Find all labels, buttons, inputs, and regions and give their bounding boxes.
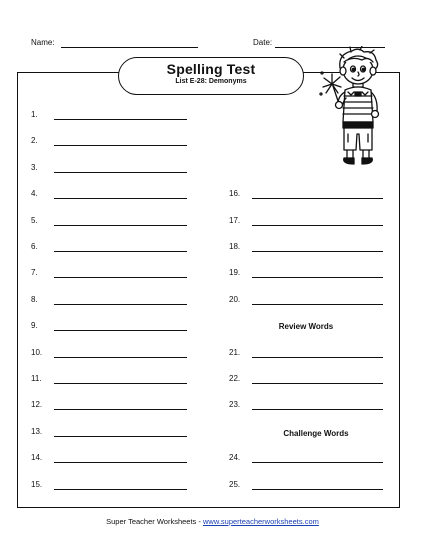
item-number: 9. [31, 321, 38, 331]
answer-line[interactable] [252, 409, 383, 410]
item-number: 24. [229, 453, 241, 463]
page-subtitle: List E-28: Demonyms [175, 78, 247, 85]
item-number: 13. [31, 426, 43, 436]
title-box [118, 57, 304, 95]
answer-line[interactable] [54, 409, 187, 410]
answer-line[interactable] [54, 225, 187, 226]
answer-line[interactable] [54, 277, 187, 278]
answer-line[interactable] [54, 462, 187, 463]
item-number: 23. [229, 400, 241, 410]
item-number: 22. [229, 374, 241, 383]
item-number: 2. [31, 136, 38, 146]
item-number: 7. [31, 268, 38, 278]
item-number: 6. [31, 242, 38, 251]
answer-line[interactable] [252, 383, 383, 384]
answer-line[interactable] [252, 462, 383, 463]
answer-line[interactable] [54, 489, 187, 490]
answer-line[interactable] [252, 277, 383, 278]
answer-line[interactable] [54, 198, 187, 199]
item-number: 8. [31, 294, 38, 304]
item-number: 25. [229, 479, 241, 489]
footer-text: Super Teacher Worksheets - [106, 517, 203, 526]
answer-line[interactable] [252, 198, 383, 199]
item-number: 11. [31, 374, 42, 383]
footer [0, 517, 425, 526]
item-number: 12. [31, 400, 43, 410]
answer-line[interactable] [252, 489, 383, 490]
item-number: 21. [229, 347, 241, 357]
answer-line[interactable] [252, 251, 383, 252]
item-number: 18. [229, 242, 241, 251]
answer-line[interactable] [252, 304, 383, 305]
item-number: 16. [229, 189, 241, 199]
answer-line[interactable] [252, 357, 383, 358]
answer-line[interactable] [54, 357, 187, 358]
item-number: 4. [31, 189, 38, 199]
answer-line[interactable] [252, 225, 383, 226]
item-number: 19. [229, 268, 241, 278]
answer-line[interactable] [54, 304, 187, 305]
item-number: 3. [31, 162, 38, 172]
answer-line[interactable] [54, 172, 187, 173]
item-number: 17. [229, 215, 241, 225]
date-label: Date: [253, 38, 273, 47]
answer-line[interactable] [54, 383, 187, 384]
item-number: 15. [31, 479, 43, 489]
frame-top-left [17, 72, 119, 73]
answer-line[interactable] [54, 251, 187, 252]
challenge-words-title: Challenge Words [283, 429, 349, 438]
boy-with-sparkler-icon [318, 46, 398, 172]
review-words-title: Review Words [278, 322, 334, 331]
item-number: 20. [229, 294, 241, 304]
answer-line[interactable] [54, 436, 187, 437]
item-number: 5. [31, 215, 38, 225]
answer-line[interactable] [54, 119, 187, 120]
item-number: 1. [31, 110, 38, 119]
item-number: 14. [31, 453, 43, 463]
answer-line[interactable] [54, 145, 187, 146]
answer-line[interactable] [54, 330, 187, 331]
page-title: Spelling Test [166, 61, 256, 77]
name-label: Name: [31, 38, 55, 47]
name-field-line[interactable] [61, 47, 198, 48]
footer-link[interactable]: www.superteacherworksheets.com [202, 517, 319, 526]
item-number: 10. [31, 347, 43, 357]
